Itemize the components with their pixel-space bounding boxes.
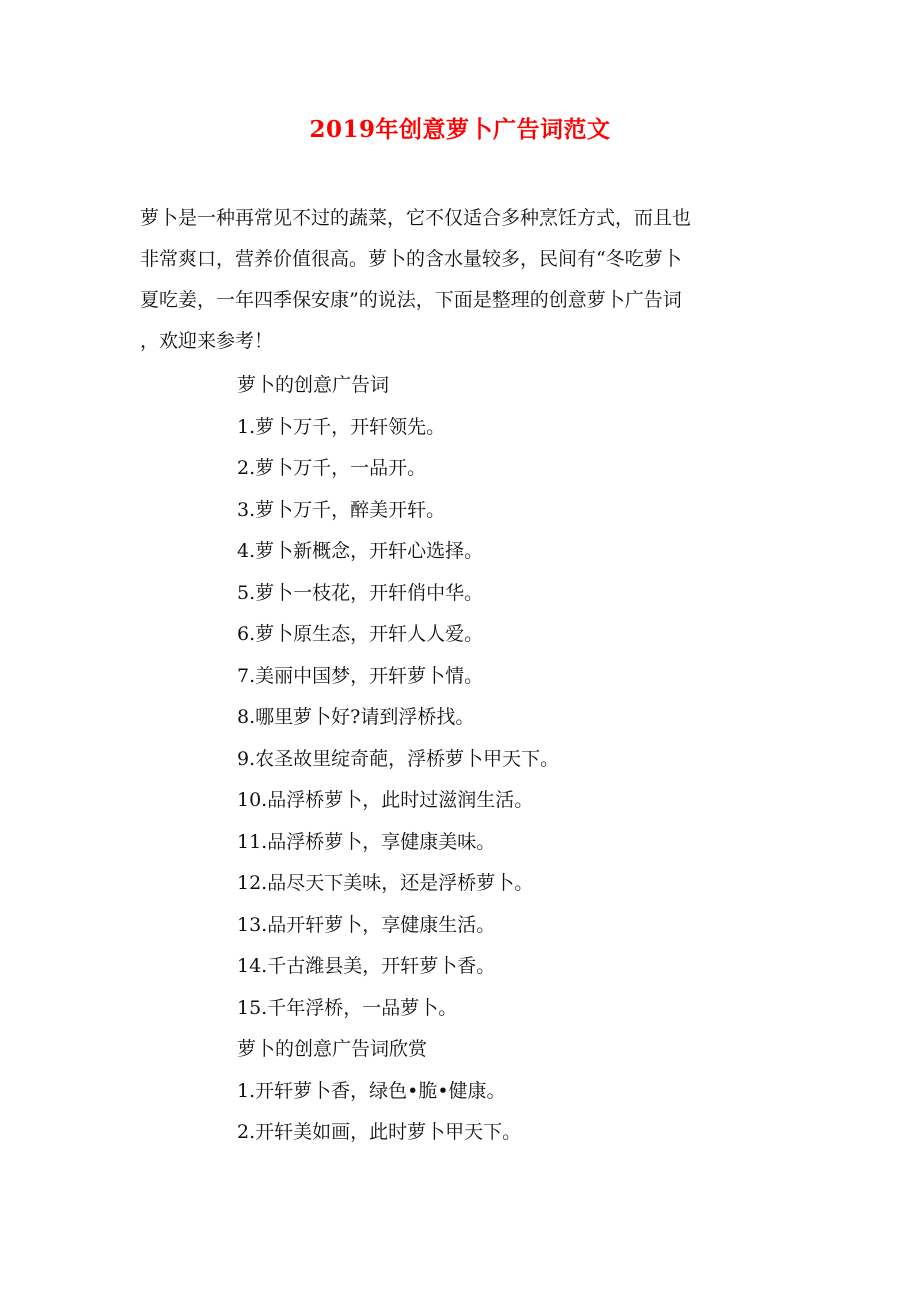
list-item: 1.开轩萝卜香，绿色•脆•健康。 bbox=[237, 1079, 506, 1102]
list-item: 13.品开轩萝卜，享健康生活。 bbox=[237, 913, 496, 936]
list-item: 9.农圣故里绽奇葩，浮桥萝卜甲天下。 bbox=[237, 747, 560, 770]
intro-line: ，欢迎来参考！ bbox=[140, 330, 274, 352]
list-item: 5.萝卜一枝花，开轩俏中华。 bbox=[237, 581, 484, 604]
list-item: 1.萝卜万千，开轩领先。 bbox=[237, 415, 446, 438]
slogan-list-block bbox=[237, 365, 797, 1154]
list-item: 11.品浮桥萝卜，享健康美味。 bbox=[237, 830, 496, 853]
intro-line: 夏吃姜，一年四季保安康”的说法，下面是整理的创意萝卜广告词 bbox=[140, 289, 682, 311]
list-item: 8.哪里萝卜好?请到浮桥找。 bbox=[237, 706, 475, 728]
section-heading: 萝卜的创意广告词 bbox=[237, 374, 390, 396]
intro-paragraph bbox=[140, 198, 780, 362]
list-item: 2.萝卜万千，一品开。 bbox=[237, 457, 427, 479]
list-item: 6.萝卜原生态，开轩人人爱。 bbox=[237, 623, 484, 645]
section-heading: 萝卜的创意广告词欣赏 bbox=[237, 1038, 428, 1060]
list-item: 12.品尽天下美味，还是浮桥萝卜。 bbox=[237, 872, 534, 894]
list-item: 3.萝卜万千，醉美开轩。 bbox=[237, 498, 446, 521]
list-item: 15.千年浮桥，一品萝卜。 bbox=[237, 996, 458, 1019]
list-item: 2.开轩美如画，此时萝卜甲天下。 bbox=[237, 1121, 522, 1143]
intro-line: 非常爽口，营养价值很高。萝卜的含水量较多，民间有“冬吃萝卜 bbox=[140, 248, 682, 270]
list-item: 10.品浮桥萝卜，此时过滋润生活。 bbox=[237, 789, 534, 811]
list-item: 14.千古潍县美，开轩萝卜香。 bbox=[237, 955, 496, 977]
document-title: 2019年创意萝卜广告词范文 bbox=[309, 116, 611, 143]
intro-line: 萝卜是一种再常见不过的蔬菜，它不仅适合多种烹饪方式，而且也 bbox=[140, 207, 692, 229]
list-item: 7.美丽中国梦，开轩萝卜情。 bbox=[237, 664, 484, 687]
list-item: 4.萝卜新概念，开轩心选择。 bbox=[237, 540, 484, 562]
